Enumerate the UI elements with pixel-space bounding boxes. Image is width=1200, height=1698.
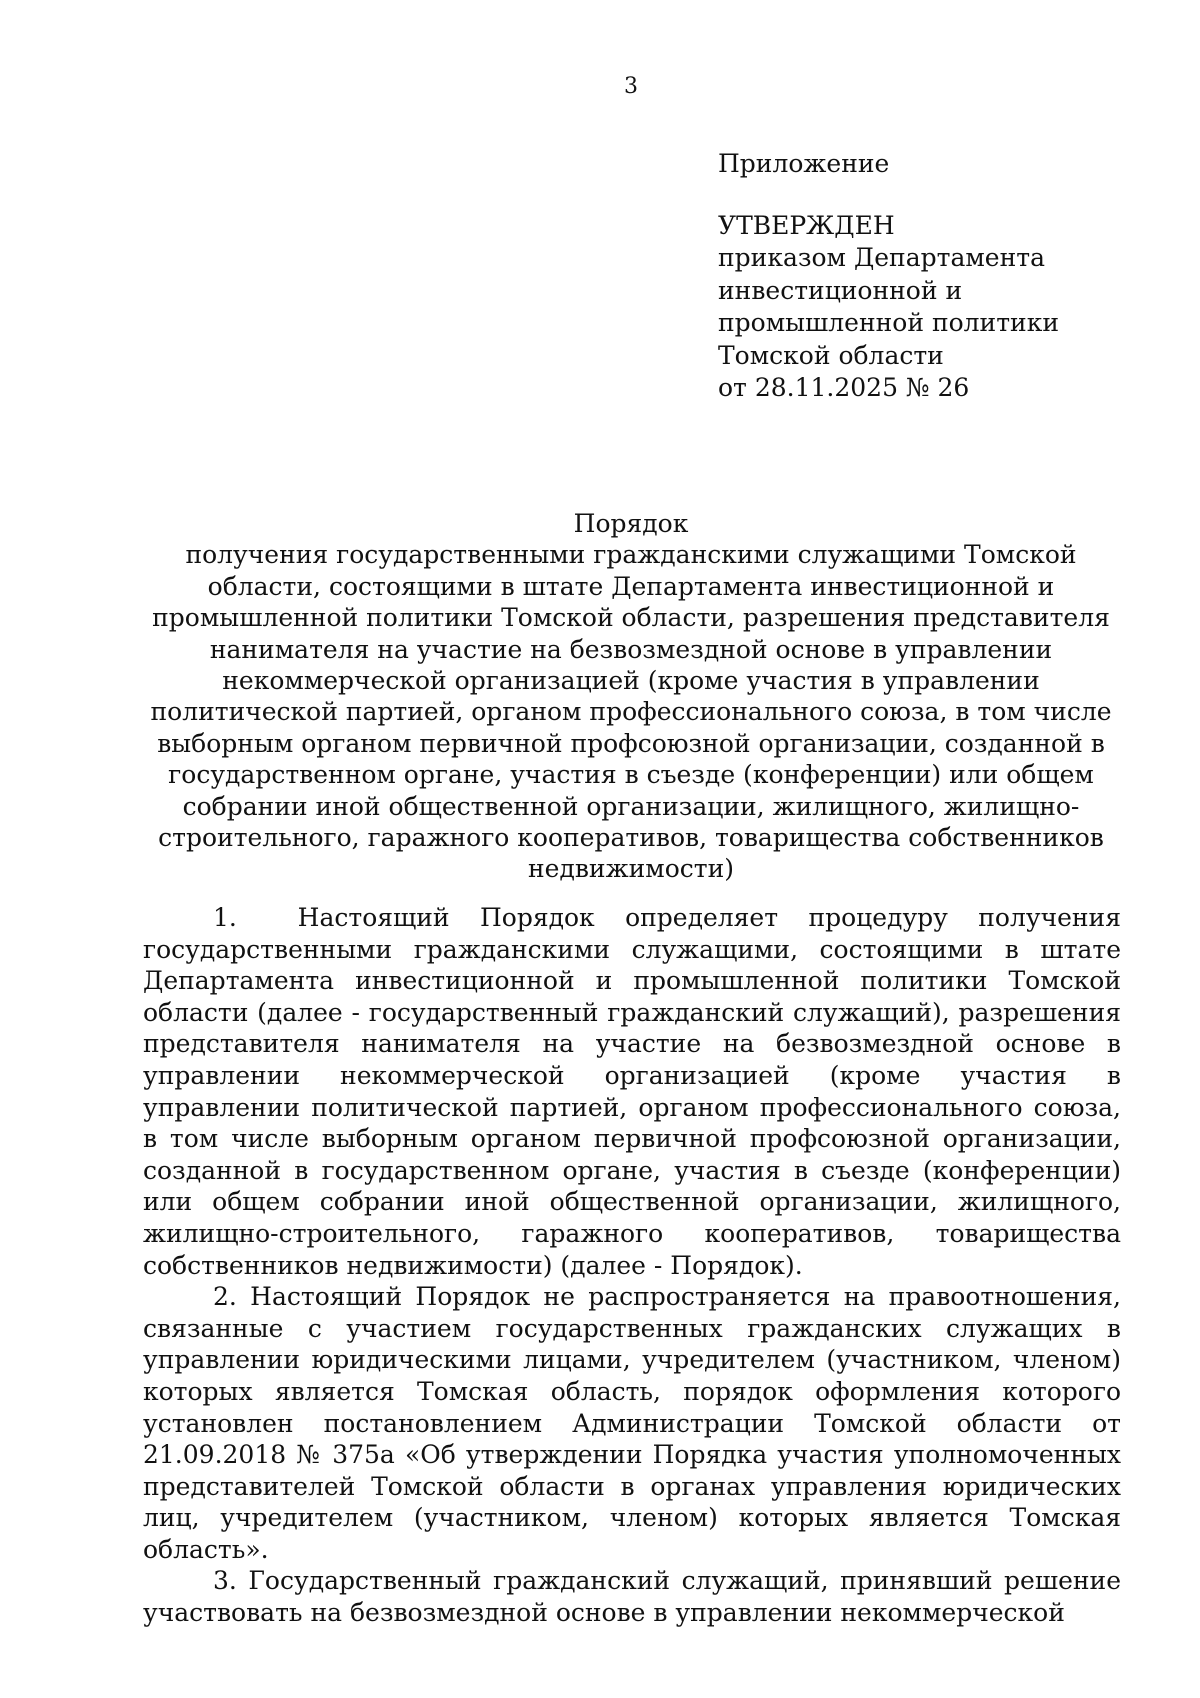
- appendix-label: Приложение: [718, 149, 890, 178]
- approval-line: Томской области: [718, 340, 944, 370]
- approval-line: приказом Департамента: [718, 243, 1046, 272]
- title-subtitle: получения государственными гражданскими служащими Томской области, состоящими в штате Департамента инвестиционной и промышленной политики Томской области, разрешения представителя нанимателя на участие на безвозмездной основе в управлении некоммерческой организацией (кроме участия в управлении политической партией, органом профессионального союза, в том числе выборным органом первичной профсоюзной организации, созданной в государственном органе, участия в съезде (конференции) или общем собрании иной общественной организации, жилищного, жилищно-строительного, гаражного кооперативов, товарищества собственников недвижимости): [150, 540, 1112, 884]
- paragraph-2: 2. Настоящий Порядок не распространяется на правоотношения, связанные с участием государственных гражданских служащих в управлении юридическими лицами, учредителем (участником, членом) которых является Томская область, порядок оформления которого установлен постановлением Администрации Томской области от 21.09.2018 № 375а «Об утверждении Порядка участия уполномоченных представителей Томской области в органах управления юридических лиц, учредителем (участником, членом) которых является Томская область».: [143, 1282, 1121, 1564]
- document-body: [143, 902, 1121, 1629]
- approval-line: промышленной политики: [718, 308, 1060, 337]
- approval-date-number: от 28.11.2025 № 26: [718, 373, 970, 402]
- document-title: [130, 508, 1132, 885]
- title-heading: Порядок: [573, 509, 689, 538]
- approval-block: [718, 148, 1158, 405]
- paragraph-3: 3. Государственный гражданский служащий, принявший решение участвовать на безвозмездной основе в управлении некоммерческой: [143, 1566, 1121, 1628]
- page-number: 3: [624, 74, 638, 99]
- paragraph-1: 1. Настоящий Порядок определяет процедуру получения государственными гражданскими служащими, состоящими в штате Департамента инвестиционной и промышленной политики Томской области (далее - государственный гражданский служащий), разрешения представителя нанимателя на участие на безвозмездной основе в управлении некоммерческой организацией (кроме участия в управлении политической партией, органом профессионального союза, в том числе выборным органом первичной профсоюзной организации, созданной в государственном органе, участия в съезде (конференции) или общем собрании иной общественной организации, жилищного, жилищно-строительного, гаражного кооперативов, товарищества собственников недвижимости) (далее - Порядок).: [143, 903, 1121, 1280]
- approval-line: инвестиционной и: [718, 275, 963, 305]
- approved-label: УТВЕРЖДЕН: [718, 210, 895, 240]
